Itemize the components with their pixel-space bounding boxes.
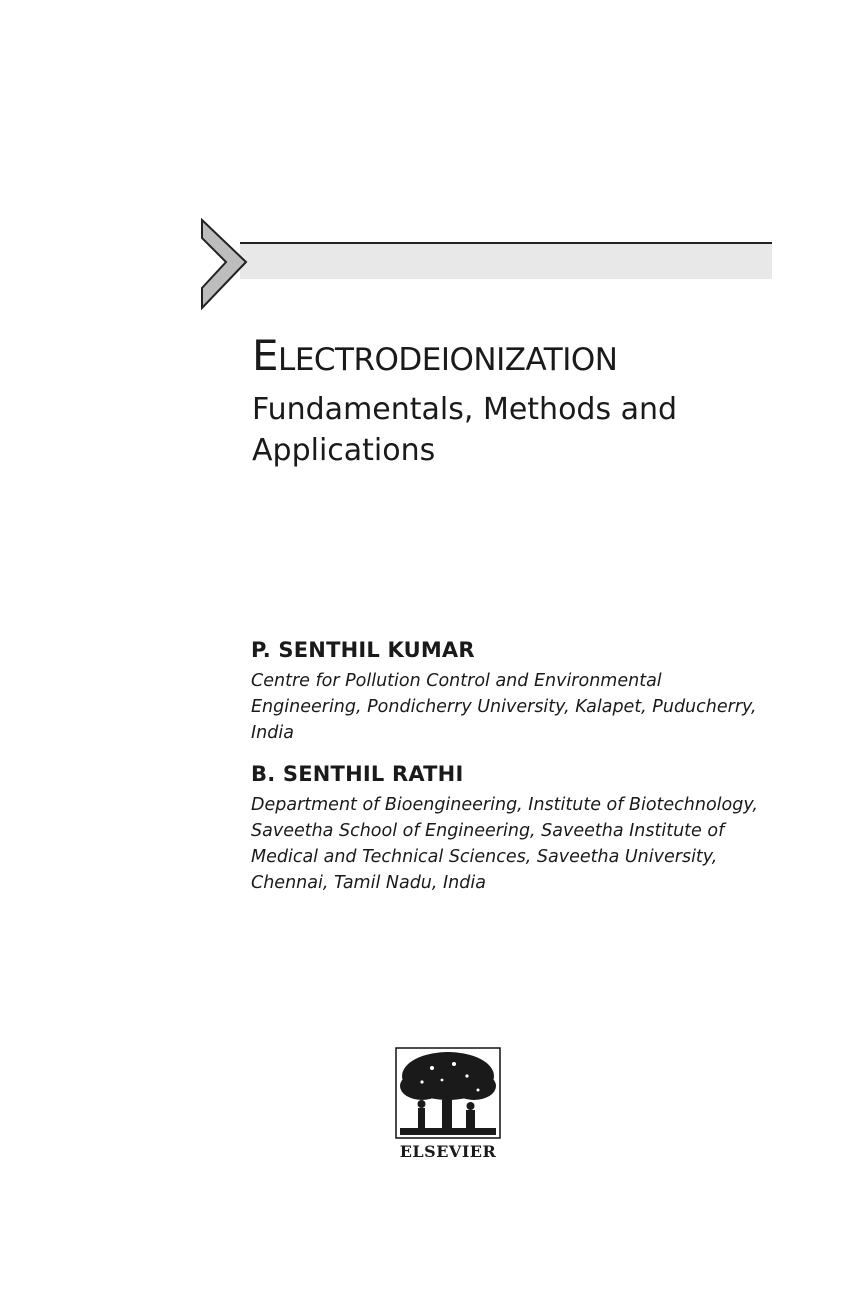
author-name: B. SENTHIL RATHI — [251, 762, 464, 786]
author-affiliation: Centre for Pollution Control and Environmental Engineering, Pondicherry University, Kalapet, Puducherry, India — [251, 671, 757, 743]
book-title-initial: E — [252, 331, 279, 380]
chevron-band-icon — [200, 218, 772, 310]
author-block — [251, 760, 791, 896]
book-title — [252, 333, 792, 379]
author-name: P. SENTHIL KUMAR — [251, 638, 475, 662]
elsevier-tree-logo-icon — [392, 1046, 504, 1142]
author-block — [251, 636, 791, 746]
publisher-logo — [392, 1046, 504, 1164]
publisher-name: ELSEVIER — [399, 1142, 497, 1161]
book-title-rest: LECTRODEIONIZATION — [278, 342, 618, 378]
authors-section — [251, 636, 791, 910]
header-band — [200, 218, 772, 310]
book-subtitle: Fundamentals, Methods and Applications — [252, 392, 678, 469]
title-block — [252, 333, 792, 471]
author-affiliation: Department of Bioengineering, Institute of Biotechnology, Saveetha School of Engineering, Saveetha Institute of Medical and Technical Sciences, Saveetha University, Chennai, Tamil Nadu, India — [251, 795, 758, 893]
